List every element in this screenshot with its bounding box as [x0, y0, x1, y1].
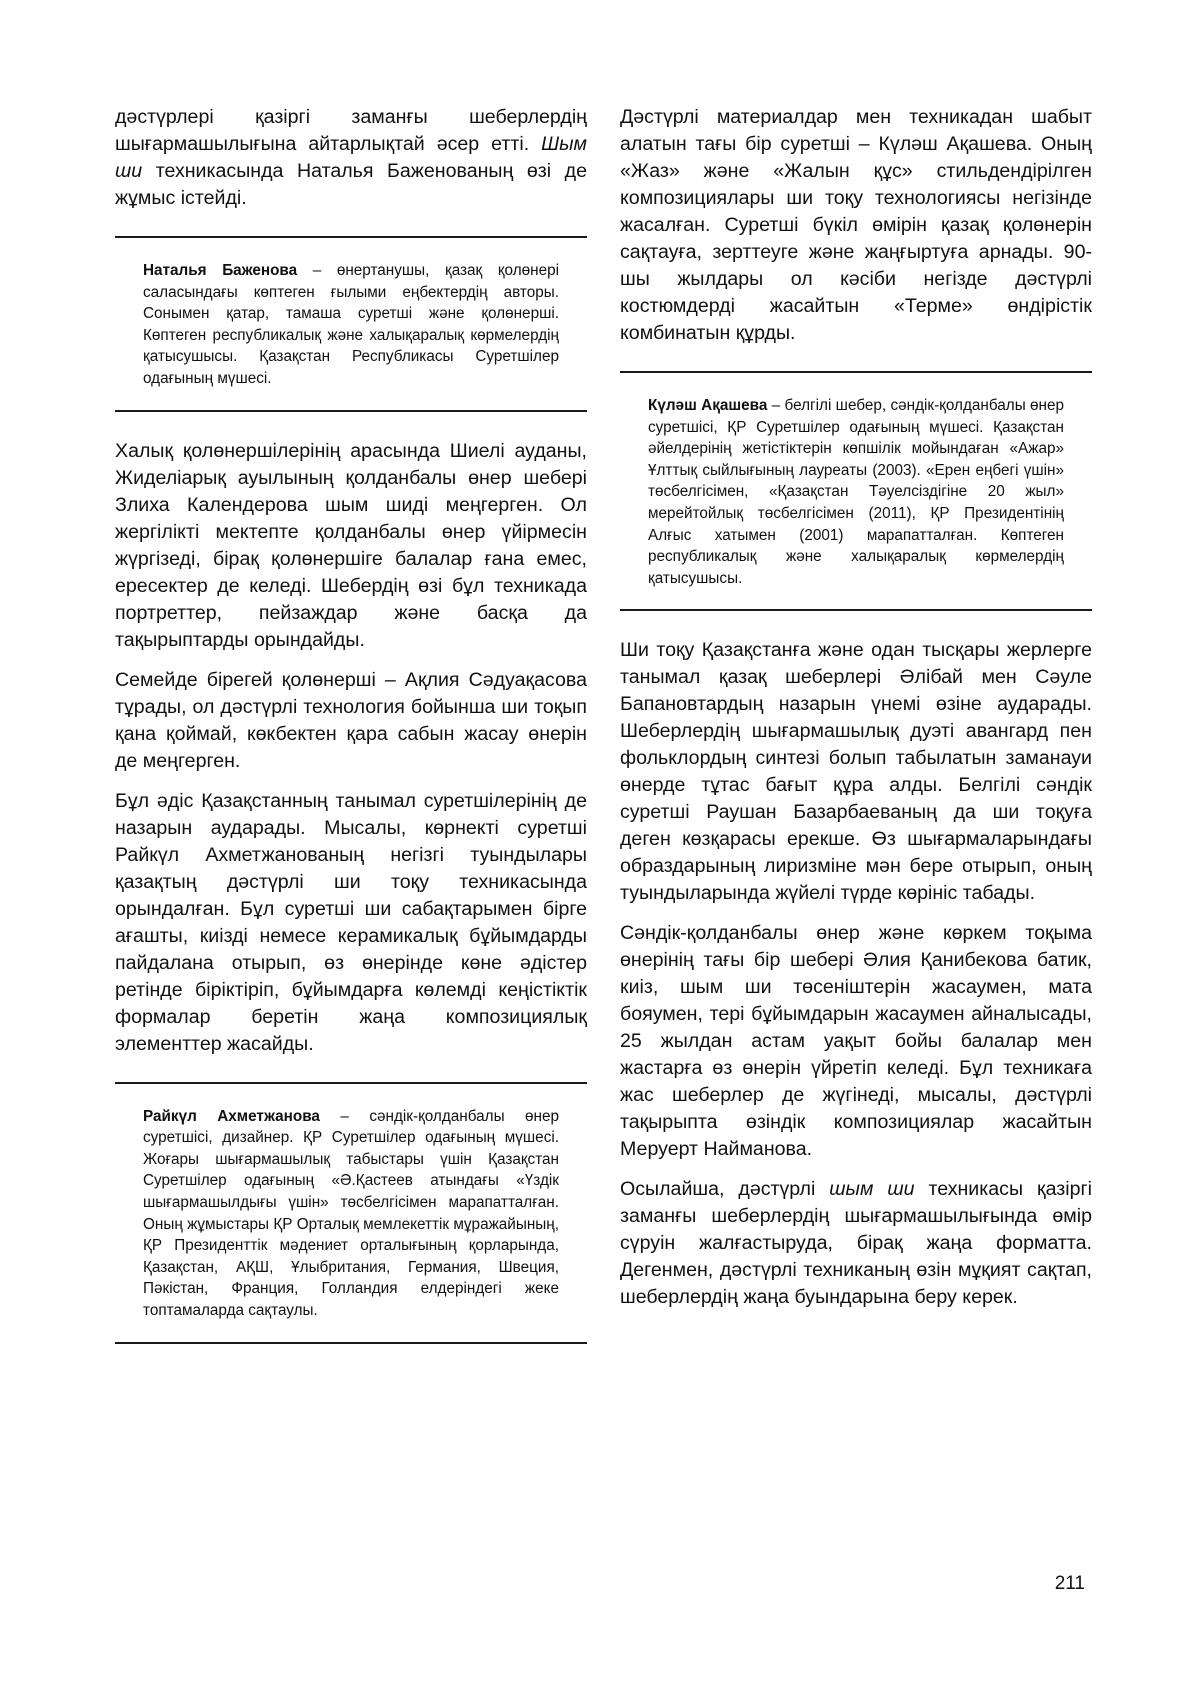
paragraph: Семейде бірегей қолөнерші – Ақлия Сәдуақасова тұрады, ол дәстүрлі технология бойынша ши тоқып қана қоймай, көкбектен қара сабын жасау өнерін де меңгерген. [115, 668, 587, 772]
paragraph: Халық қолөнершілерінің арасында Шиелі ауданы, Жиделіарық ауылының қолданбалы өнер шебері Злиха Календерова шым шиді меңгерген. Ол жергілікті мектепте қолданбалы өнер үйірмесін жүргізеді, бірақ қолөнершіге балалар ғана емес, ересектер де келеді. Шебердің өзі бұл техникада портреттер, пейзаждар және басқа да тақырыптарды орындайды. [115, 439, 587, 651]
bio-note-body: – белгілі шебер, сәндік-қолданбалы өнер суретшісі, ҚР Суретшілер одағының мүшесі. Қазақстан әйелдерінің жетістіктерін көпшілік мойындаған «Ажар» Ұлттық сыйлығының лауреаты (2003). «Ерен еңбегі үшін» төсбелгісімен, «Қазақстан Тәуелсіздігіне 20 жыл» мерейтойлық төсбелгісімен (2011), ҚР Президентінің Алғыс хатымен (2001) марапатталған. Көптеген республикалық және халықаралық көрмелердің қатысушысы. [648, 397, 1065, 587]
bio-note-akasheva [620, 371, 1092, 611]
text-run: Осылайша, дәстүрлі [620, 1178, 830, 1201]
paragraph: Бұл әдіс Қазақстанның танымал суретшілерінің де назарын аударады. Мысалы, көрнекті суретші Райкүл Ахметжанованың негізгі туындылары қазақтың дәстүрлі ши тоқу техникасында орындалған. Бұл суретші ши сабақтарымен бірге ағашты, киізді немесе керамикалық бұйымдарды пайдалана отырып, өз өнерінде көне әдістер ретінде біріктіріп, бұйымдарға көлемді кеңістіктік формалар беретін жаңа композициялық элементтер жасайды. [115, 789, 587, 1055]
paragraph [620, 1176, 1092, 1311]
text-run: дәстүрлері қазіргі заманғы шеберлердің шығармашылығына айтарлықтай әсер етті. [115, 106, 587, 155]
bio-note-body: – сәндік-қолданбалы өнер суретшісі, дизайнер. ҚР Суретшілер одағының мүшесі. Жоғары шығармашылық табыстары үшін Қазақстан Суретшілер одағының «Ә.Қастеев атындағы «Үздік шығармашылдығы үшін» төсбелгісімен марапатталған. Оның жұмыстары ҚР Орталық мемлекеттік мұражайының, ҚР Президенттік мәдениет орталығының қорларында, Қазақстан, АҚШ, Ұлыбритания, Германия, Швеция, Пәкістан, Франция, Голландия елдеріндегі жеке топтамаларда сақтаулы. [143, 1107, 559, 1319]
page-number: 211 [1054, 1573, 1085, 1594]
paragraph: Дәстүрлі материалдар мен техникадан шабыт алатын тағы бір суретші – Күләш Ақашева. Оның «Жаз» және «Жалын құс» стильдендірілген композициялары ши тоқу технологиясы негізінде жасалған. Суретші бүкіл өмірін қазақ қолөнерін сақтауға, зерттеуге және жаңғыртуға арнады. 90-шы жылдары ол кәсіби негізде дәстүрлі костюмдерді жасайтын «Терме» өндірістік комбинатын құрды. [620, 106, 1092, 344]
text-run: техникасында Наталья Баженованың өзі де жұмыс істейді. [115, 160, 587, 209]
right-column [620, 104, 1092, 1324]
paragraph: Ши тоқу Қазақстанға және одан тысқары жерлерге танымал қазақ шеберлері Әлібай мен Сәуле Бапановтардың назарын үнемі өзіне аударады. Шеберлердің шығармашылық дуэті авангард пен фольклордың синтезі болып табылатын заманауи өнерде тұтас бағыт құра алды. Белгілі сәндік суретші Раушан Базарбаеваның да ши тоқуға деген көзқарасы ерекше. Өз шығармаларындағы образдарының лиризміне мән бере отырып, оның туындыларында жүйелі түрде көрініс табады. [620, 639, 1092, 905]
bio-note-body: – өнертанушы, қазақ қолөнері саласындағы көптеген ғылыми еңбектердің авторы. Сонымен қатар, тамаша суретші және қолөнерші. Көптеген республикалық және халықаралық көрмелердің қатысушысы. Қазақстан Республикасы Суретшілер одағының мүшесі. [143, 262, 559, 387]
bio-note-text [143, 260, 559, 390]
italic-term: Шым ши [115, 133, 587, 182]
bio-note-name: Наталья Баженова [143, 262, 298, 279]
bio-note-bazhenova [115, 236, 587, 412]
text-run: техникасы қазіргі заманғы шеберлердің шығармашылығында өмір сүруін жалғастыруда, бірақ жаңа форматта. Дегенмен, дәстүрлі техниканың өзін мұқият сақтап, шеберлердің жаңа буындарына беру керек. [620, 1178, 1092, 1309]
left-column [115, 104, 587, 1370]
bio-note-name: Райкүл Ахметжанова [143, 1107, 320, 1125]
paragraph: Сәндік-қолданбалы өнер және көркем тоқыма өнерінің тағы бір шебері Әлия Қанибекова батик, киіз, шым ши төсеніштерін жасаумен, мата бояумен, тері бұйымдарын жасаумен айналысады, 25 жылдан астам уақыт бойы балалар мен жастарға өз өнерін үйретіп келеді. Бұл техникаға жас шеберлер де жүгінеді, мысалы, дәстүрлі тақырыпта өзіндік композициялар жасайтын Меруерт Найманова. [620, 922, 1092, 1161]
bio-note-text [648, 395, 1064, 589]
bio-note-text [143, 1106, 559, 1322]
paragraph [115, 104, 587, 212]
italic-term: шым ши [829, 1178, 915, 1201]
bio-note-name: Күләш Ақашева [648, 397, 768, 414]
bio-note-akhmetzhanova [115, 1082, 587, 1344]
